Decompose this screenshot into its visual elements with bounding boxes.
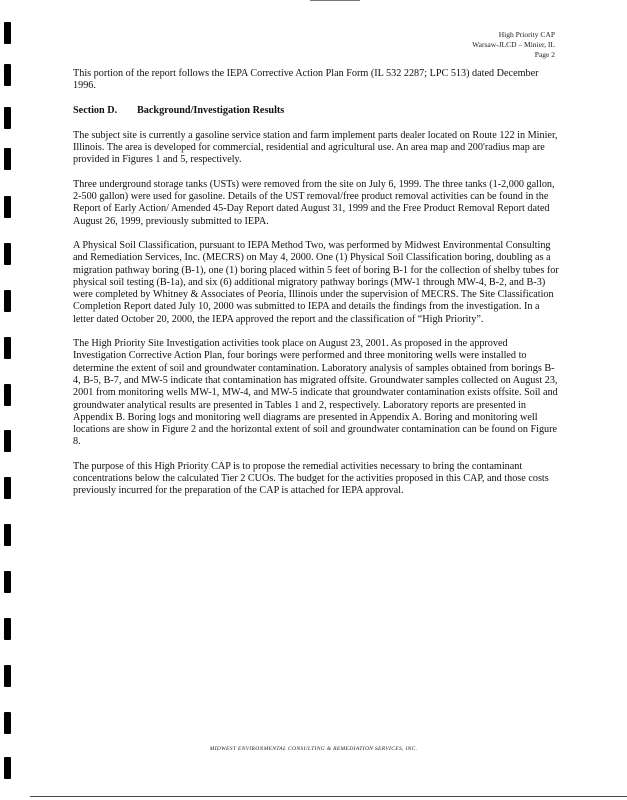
binder-hole-mark [4, 665, 11, 687]
binder-hole-mark [4, 384, 11, 406]
cap-purpose-paragraph: The purpose of this High Priority CAP is to propose the remedial activities necessary to bring the contaminant concentrations below the calculated Tier 2 CUOs. The budget for the activities proposed in this CAP, and those costs previously incurred for the preparation of the CAP is attached for IEPA approval. [73, 460, 549, 497]
running-header [472, 30, 555, 60]
binder-hole-mark [4, 618, 11, 640]
bottom-rule [30, 796, 627, 797]
binder-hole-mark [4, 148, 11, 170]
ust-removal-paragraph: Three underground storage tanks (USTs) were removed from the site on July 6, 1999. The three tanks (1-2,000 gallon, 2-500 gallon) were used for gasoline. Details of the UST removal/free product removal activities can be found in the Report of Early Action/ Amended 45-Day Report dated August 31, 1999 and the Free Product Removal Report dated August 26, 1999, previously submitted to IEPA. [73, 178, 555, 227]
report-body [73, 68, 561, 510]
site-investigation-paragraph: The High Priority Site Investigation activities took place on August 23, 2001. As proposed in the approved Investigation Corrective Action Plan, four borings were performed and three monitoring wells were installed to determine the extent of soil and groundwater contamination. Laboratory analysis of samples obtained from borings B-4, B-5, B-7, and MW-5 indicate that contamination has migrated offsite. Groundwater samples collected on August 23, 2001 from monitoring wells MW-1, MW-4, and MW-5 indicate that groundwater contamination exists offsite. Soil and groundwater analytical results are presented in Tables 1 and 2, respectively. Laboratory reports are presented in Appendix B. Boring logs and monitoring well diagrams are presented in Appendix A. Boring and monitoring well locations are show in Figure 2 and the horizontal extent of soil and groundwater contamination can be found on Figure 8. [73, 338, 558, 448]
binder-hole-mark [4, 64, 11, 86]
section-heading [73, 105, 561, 117]
binder-hole-mark [4, 290, 11, 312]
header-page-number: Page 2 [534, 50, 555, 59]
binder-hole-mark [4, 243, 11, 265]
binder-hole-mark [4, 430, 11, 452]
binder-hole-mark [4, 571, 11, 593]
binder-hole-mark [4, 477, 11, 499]
binder-hole-mark [4, 196, 11, 218]
binder-hole-mark [4, 22, 11, 44]
top-rule [310, 0, 360, 1]
binder-hole-mark [4, 757, 11, 779]
binder-holes [4, 0, 12, 800]
site-description-paragraph: The subject site is currently a gasoline service station and farm implement parts dealer located on Route 122 in Minier, Illinois. The area is developed for commercial, residential and agricultural use. An area map and 200'radius map are provided in Figures 1 and 5, respectively. [73, 129, 558, 166]
soil-classification-paragraph: A Physical Soil Classification, pursuant to IEPA Method Two, was performed by Midwest Environmental Consulting and Remediation Services, Inc. (MECRS) on May 4, 2000. One (1) Physical Soil Classification boring, doubling as a migration pathway boring (B-1), one (1) boring placed within 5 feet of boring B-1 for the collection of shelby tubes for physical soil testing (B-1a), and six (6) additional migratory pathway borings (MW-1 through MW-4, B-2, and B-3) were completed by Whitney & Associates of Peoria, Illinois under the supervision of MECRS. The Site Classification Completion Report dated July 10, 2000 was submitted to IEPA and details the findings from the investigation. In a letter dated October 20, 2000, the IEPA approved the report and the classification of “High Priority”. [73, 239, 559, 325]
header-site: Warsaw-JLCD – Minier, IL [472, 40, 555, 49]
binder-hole-mark [4, 524, 11, 546]
binder-hole-mark [4, 712, 11, 734]
section-title: Background/Investigation Results [137, 104, 285, 116]
binder-hole-mark [4, 337, 11, 359]
intro-paragraph: This portion of the report follows the IEPA Corrective Action Plan Form (IL 532 2287; LPC 513) dated December 1996. [73, 68, 539, 92]
header-title: High Priority CAP [498, 30, 555, 39]
section-label: Section D. [73, 104, 118, 116]
company-footer: MIDWEST ENVIRONMENTAL CONSULTING & REMEDIATION SERVICES, INC. [209, 746, 418, 752]
binder-hole-mark [4, 107, 11, 129]
